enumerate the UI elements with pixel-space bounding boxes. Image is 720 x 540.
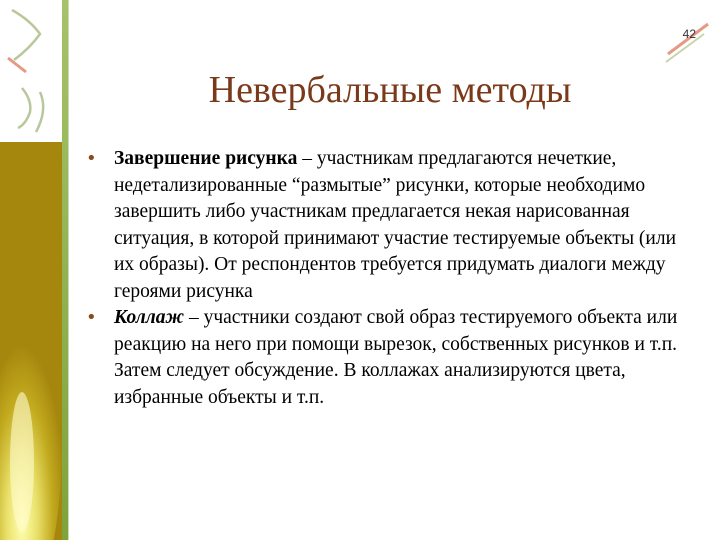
item-text: – участники создают свой образ тестируемого объекта или реакцию на него при помощи вырезок, собственных рисунков и т.п. Затем следует обсуждение. В коллажах анализируются цвета, избранные объекты и т.п. bbox=[114, 307, 678, 408]
bullet-dot-icon: • bbox=[86, 148, 97, 169]
list-item bbox=[86, 146, 694, 305]
bullet-dot-icon: • bbox=[86, 307, 97, 328]
decorative-flame bbox=[0, 142, 62, 540]
list-item bbox=[86, 305, 694, 411]
decorative-corner-strokes bbox=[664, 18, 714, 68]
decorative-left-bottom bbox=[0, 142, 62, 540]
slide-number: 42 bbox=[682, 27, 696, 41]
decorative-divider bbox=[68, 0, 69, 540]
item-text: – участникам предлагаются нечеткие, недетализированные “размытые” рисунки, которые необходимо завершить либо участникам предлагается некая нарисованная ситуация, в которой принимают участие тестируемые объекты (или их образы). От респондентов требуется придумать диалоги между героями рисунка bbox=[114, 148, 677, 302]
decorative-left-panel bbox=[0, 0, 62, 540]
decorative-strokes bbox=[0, 0, 62, 142]
decorative-left-top bbox=[0, 0, 62, 142]
item-term: Завершение рисунка bbox=[114, 148, 298, 169]
item-term: Коллаж bbox=[114, 307, 185, 328]
slide-body bbox=[86, 146, 694, 411]
slide-title: Невербальные методы bbox=[208, 69, 572, 111]
